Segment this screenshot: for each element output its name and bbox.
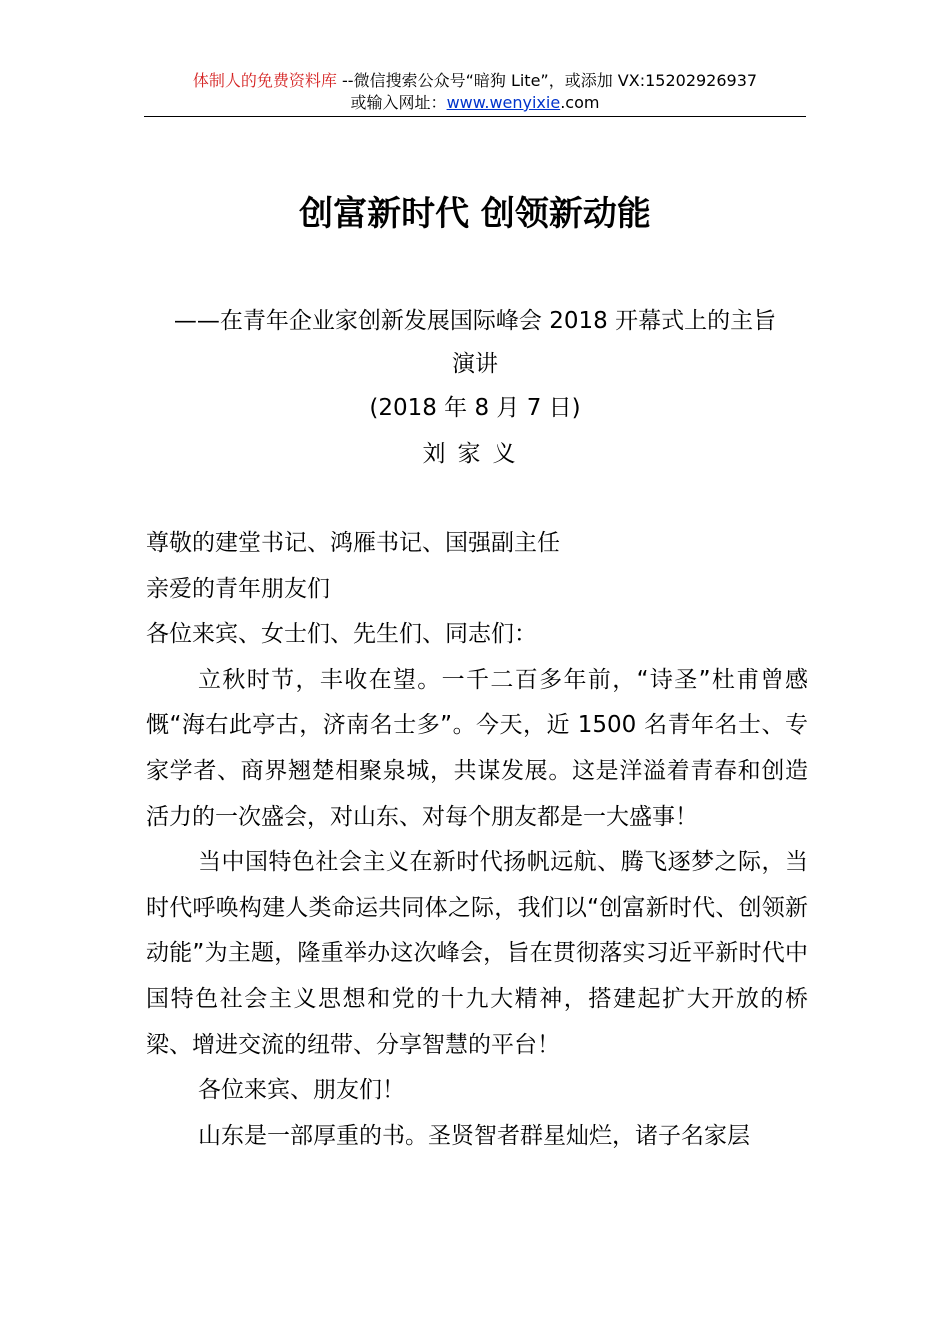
header-url-link[interactable]: www.wenyixie	[446, 93, 561, 112]
header-url-prefix: 或输入网址：	[350, 93, 447, 112]
body-paragraph: 立秋时节，丰收在望。一千二百多年前，“诗圣”杜甫曾感慨“海右此亭古，济南名士多”。今天，近 1500 名青年名士、专家学者、商界翘楚相聚泉城，共谋发展。这是洋溢着青春和创造活力的一次盛会，对山东、对每个朋友都是一大盛事！	[146, 666, 808, 830]
header-brand-text: 体制人的免费资料库	[192, 71, 337, 90]
document-subtitle-line2: 演讲	[452, 351, 498, 377]
salutation-3: 各位来宾、女士们、先生们、同志们：	[146, 621, 537, 648]
header-divider	[144, 116, 806, 117]
page-header	[0, 70, 950, 114]
salutation-2: 亲爱的青年朋友们	[146, 575, 330, 602]
body-paragraph: 山东是一部厚重的书。圣贤智者群星灿烂，诸子名家层	[198, 1122, 750, 1149]
header-wechat-text: --微信搜索公众号“暗狗 Lite”，或添加 VX:15202926937	[336, 71, 758, 90]
document-date: (2018 年 8 月 7 日)	[369, 395, 581, 421]
header-line-1	[0, 70, 950, 92]
header-url-suffix: .com	[560, 93, 600, 112]
body-paragraph: 各位来宾、朋友们！	[198, 1077, 405, 1104]
body-paragraph: 当中国特色社会主义在新时代扬帆远航、腾飞逐梦之际，当时代呼唤构建人类命运共同体之际，我们以“创富新时代、创领新动能”为主题，隆重举办这次峰会，旨在贯彻落实习近平新时代中国特色社会主义思想和党的十九大精神，搭建起扩大开放的桥梁、增进交流的纽带、分享智慧的平台！	[146, 849, 808, 1058]
document-title: 创富新时代 创领新动能	[299, 194, 651, 234]
document-body	[146, 521, 808, 1159]
salutation-1: 尊敬的建堂书记、鸿雁书记、国强副主任	[146, 530, 560, 556]
document-subtitle-line1: ——在青年企业家创新发展国际峰会 2018 开幕式上的主旨	[173, 308, 777, 334]
document-author: 刘家义	[422, 441, 528, 467]
header-line-2	[0, 92, 950, 114]
